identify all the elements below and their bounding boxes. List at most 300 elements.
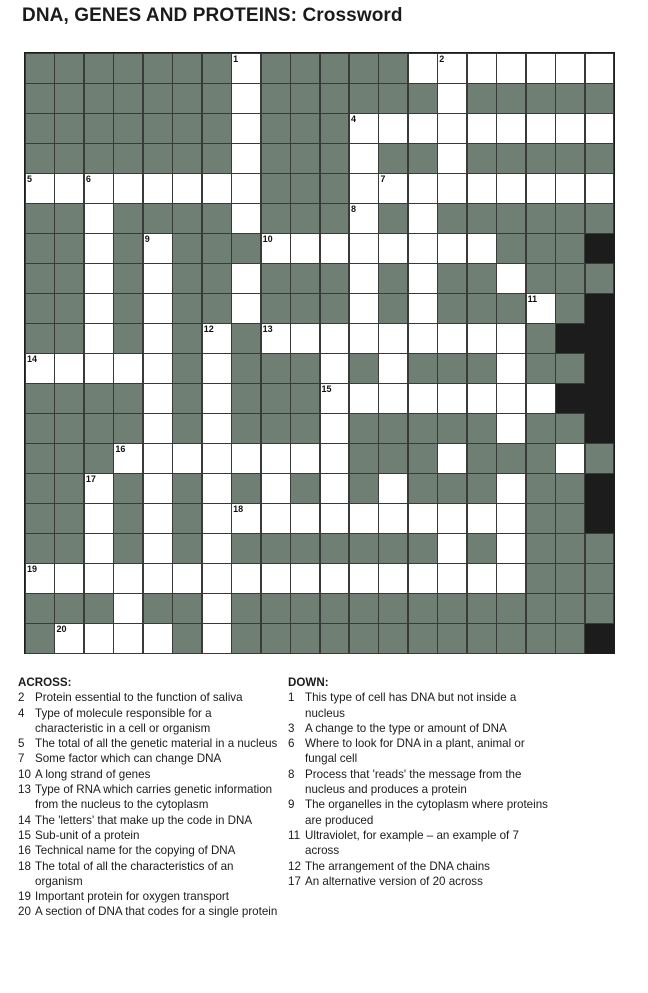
grid-cell-block	[585, 263, 615, 294]
grid-cell-block	[555, 413, 585, 444]
grid-cell-open[interactable]	[526, 383, 556, 414]
clue-text: The total of all the characteristics of an organism	[35, 859, 234, 888]
grid-cell-open[interactable]	[202, 173, 232, 204]
grid-cell-block	[555, 593, 585, 624]
grid-cell-block	[526, 443, 556, 474]
grid-cell-block	[349, 443, 379, 474]
grid-cell-open[interactable]	[143, 623, 173, 654]
grid-cell-open[interactable]	[437, 83, 467, 114]
grid-cell-open[interactable]	[408, 113, 438, 144]
grid-cell-block	[467, 413, 497, 444]
grid-cell-open[interactable]	[143, 233, 173, 264]
grid-cell-open[interactable]	[320, 503, 350, 534]
grid-cell-block	[437, 413, 467, 444]
grid-cell-open[interactable]	[261, 233, 291, 264]
grid-cell-block	[113, 113, 143, 144]
grid-cell-open[interactable]	[496, 173, 526, 204]
grid-cell-open[interactable]	[143, 563, 173, 594]
grid-cell-open[interactable]	[231, 113, 261, 144]
grid-cell-block	[25, 383, 55, 414]
grid-cell-open[interactable]	[555, 113, 585, 144]
grid-cell-block	[113, 473, 143, 504]
grid-cell-block	[202, 83, 232, 114]
grid-cell-open[interactable]	[290, 563, 320, 594]
grid-cell-open[interactable]	[84, 503, 114, 534]
grid-cell-open[interactable]	[378, 473, 408, 504]
grid-cell-open[interactable]	[261, 323, 291, 354]
grid-cell-block	[290, 53, 320, 84]
grid-cell-open[interactable]	[143, 293, 173, 324]
grid-cell-open[interactable]	[143, 413, 173, 444]
clue-number: 15	[321, 384, 332, 394]
grid-cell-block	[25, 233, 55, 264]
grid-cell-open[interactable]	[378, 113, 408, 144]
grid-cell-block	[496, 623, 526, 654]
grid-cell-open[interactable]	[143, 263, 173, 294]
grid-cell-open[interactable]	[349, 503, 379, 534]
grid-cell-open[interactable]	[437, 443, 467, 474]
grid-cell-open[interactable]	[113, 353, 143, 384]
grid-cell-open[interactable]	[113, 173, 143, 204]
grid-cell-block	[555, 473, 585, 504]
grid-cell-open[interactable]	[320, 563, 350, 594]
clue-number: 7	[18, 752, 25, 766]
grid-cell-open[interactable]	[555, 173, 585, 204]
grid-cell-open[interactable]	[290, 323, 320, 354]
grid-cell-open[interactable]	[202, 623, 232, 654]
clue-text: The arrangement of the DNA chains	[305, 859, 490, 873]
grid-cell-block	[231, 383, 261, 414]
grid-cell-open[interactable]	[261, 503, 291, 534]
grid-cell-open[interactable]	[261, 473, 291, 504]
grid-cell-open[interactable]	[408, 263, 438, 294]
grid-cell-block	[25, 113, 55, 144]
clue-text: Sub-unit of a protein	[35, 828, 140, 842]
grid-cell-open[interactable]	[408, 323, 438, 354]
grid-cell-open[interactable]	[408, 233, 438, 264]
grid-cell-open[interactable]	[467, 53, 497, 84]
grid-cell-open[interactable]	[349, 263, 379, 294]
grid-cell-open[interactable]	[54, 173, 84, 204]
grid-cell-open[interactable]	[526, 113, 556, 144]
grid-cell-open[interactable]	[496, 323, 526, 354]
grid-cell-block	[113, 503, 143, 534]
grid-cell-open[interactable]	[526, 293, 556, 324]
grid-cell-block	[202, 143, 232, 174]
clue-number: 1	[233, 54, 239, 64]
grid-cell-block	[290, 383, 320, 414]
grid-cell-open[interactable]	[113, 623, 143, 654]
grid-cell-block	[349, 623, 379, 654]
grid-cell-block	[113, 263, 143, 294]
grid-cell-open[interactable]	[84, 323, 114, 354]
clue-number: 3	[288, 721, 295, 735]
grid-cell-block	[555, 83, 585, 114]
grid-cell-open[interactable]	[467, 113, 497, 144]
clue-number: 6	[85, 174, 91, 184]
grid-cell-block	[143, 143, 173, 174]
grid-cell-block	[526, 593, 556, 624]
grid-cell-open[interactable]	[378, 503, 408, 534]
clue-text: The organelles in the cytoplasm where proteins are produced	[305, 798, 548, 827]
grid-cell-block	[349, 593, 379, 624]
clue-text: Process that 'reads' the message from the nucleus and produces a protein	[305, 767, 522, 797]
grid-cell-block	[378, 533, 408, 564]
grid-cell-block	[349, 413, 379, 444]
grid-cell-open[interactable]	[231, 83, 261, 114]
grid-cell-open[interactable]	[290, 233, 320, 264]
grid-cell-block	[320, 203, 350, 234]
grid-cell-block	[408, 413, 438, 444]
grid-cell-block	[378, 623, 408, 654]
grid-cell-open[interactable]	[84, 263, 114, 294]
grid-cell-block	[172, 263, 202, 294]
grid-cell-open[interactable]	[320, 443, 350, 474]
grid-cell-open[interactable]	[349, 203, 379, 234]
grid-cell-block	[408, 83, 438, 114]
grid-cell-open[interactable]	[25, 173, 55, 204]
grid-cell-open[interactable]	[585, 53, 615, 84]
grid-cell-open[interactable]	[231, 443, 261, 474]
grid-cell-open[interactable]	[143, 443, 173, 474]
grid-cell-open[interactable]	[467, 503, 497, 534]
grid-cell-open[interactable]	[437, 233, 467, 264]
grid-cell-open[interactable]	[585, 113, 615, 144]
grid-cell-block	[54, 473, 84, 504]
clue-number: 14	[18, 813, 31, 827]
grid-cell-block	[113, 233, 143, 264]
grid-cell-block	[113, 293, 143, 324]
grid-cell-open[interactable]	[467, 233, 497, 264]
grid-cell-open[interactable]	[290, 503, 320, 534]
grid-cell-open[interactable]	[113, 443, 143, 474]
grid-cell-open[interactable]	[496, 113, 526, 144]
grid-cell-open[interactable]	[555, 53, 585, 84]
grid-cell-open[interactable]	[437, 383, 467, 414]
grid-cell-block	[172, 353, 202, 384]
grid-cell-block	[290, 413, 320, 444]
clue-number: 17	[288, 874, 301, 888]
grid-cell-block	[84, 83, 114, 114]
grid-cell-open[interactable]	[408, 203, 438, 234]
grid-cell-open[interactable]	[378, 383, 408, 414]
grid-cell-block	[555, 503, 585, 534]
grid-cell-open[interactable]	[113, 593, 143, 624]
grid-cell-open[interactable]	[320, 413, 350, 444]
grid-cell-open[interactable]	[437, 113, 467, 144]
grid-cell-open[interactable]	[25, 353, 55, 384]
grid-cell-open[interactable]	[349, 173, 379, 204]
grid-cell-block	[408, 623, 438, 654]
grid-cell-block	[526, 503, 556, 534]
grid-cell-open[interactable]	[25, 563, 55, 594]
grid-cell-open[interactable]	[408, 563, 438, 594]
grid-cell-open[interactable]	[202, 503, 232, 534]
clue-number: 4	[350, 114, 356, 124]
clue-number: 5	[27, 174, 33, 184]
clue-text: Some factor which can change DNA	[35, 752, 222, 766]
grid-cell-open[interactable]	[320, 473, 350, 504]
grid-cell-block	[231, 233, 261, 264]
across-clue	[18, 904, 278, 919]
grid-cell-open[interactable]	[349, 323, 379, 354]
grid-cell-open[interactable]	[437, 323, 467, 354]
grid-cell-open[interactable]	[202, 563, 232, 594]
grid-cell-open[interactable]	[143, 323, 173, 354]
grid-cell-block	[290, 533, 320, 564]
grid-cell-block	[261, 53, 291, 84]
grid-cell-open[interactable]	[231, 143, 261, 174]
grid-cell-block	[320, 173, 350, 204]
grid-cell-block	[172, 233, 202, 264]
grid-cell-open[interactable]	[143, 173, 173, 204]
grid-cell-open[interactable]	[437, 143, 467, 174]
grid-cell-open[interactable]	[585, 173, 615, 204]
grid-cell-block	[54, 53, 84, 84]
grid-cell-open[interactable]	[54, 353, 84, 384]
grid-cell-open[interactable]	[231, 53, 261, 84]
grid-cell-open[interactable]	[172, 173, 202, 204]
grid-cell-open[interactable]	[202, 323, 232, 354]
grid-cell-block	[526, 83, 556, 114]
grid-cell-open[interactable]	[172, 563, 202, 594]
grid-cell-open[interactable]	[526, 53, 556, 84]
down-clue	[288, 767, 548, 798]
grid-cell-open[interactable]	[290, 443, 320, 474]
grid-cell-block	[113, 83, 143, 114]
grid-cell-block	[143, 53, 173, 84]
grid-cell-open[interactable]	[202, 593, 232, 624]
grid-cell-open[interactable]	[496, 503, 526, 534]
grid-cell-open[interactable]	[231, 173, 261, 204]
grid-cell-open[interactable]	[526, 173, 556, 204]
clue-number: 14	[27, 354, 38, 364]
grid-cell-open[interactable]	[378, 353, 408, 384]
grid-cell-block	[54, 323, 84, 354]
grid-cell-block	[290, 623, 320, 654]
grid-cell-block	[320, 83, 350, 114]
grid-cell-open[interactable]	[437, 173, 467, 204]
grid-cell-open[interactable]	[349, 383, 379, 414]
grid-cell-open[interactable]	[320, 233, 350, 264]
grid-cell-open[interactable]	[143, 473, 173, 504]
grid-cell-block	[113, 323, 143, 354]
grid-cell-open[interactable]	[555, 443, 585, 474]
grid-cell-open[interactable]	[172, 443, 202, 474]
grid-cell-block	[84, 53, 114, 84]
grid-cell-open[interactable]	[143, 533, 173, 564]
grid-cell-block	[467, 443, 497, 474]
grid-cell-open[interactable]	[408, 173, 438, 204]
grid-cell-open[interactable]	[231, 203, 261, 234]
grid-cell-block	[408, 593, 438, 624]
grid-cell-open[interactable]	[467, 563, 497, 594]
grid-cell-block	[378, 293, 408, 324]
grid-cell-block	[261, 593, 291, 624]
grid-cell-block	[378, 413, 408, 444]
clue-text: This type of cell has DNA but not inside a nucleus	[305, 691, 517, 720]
grid-cell-open[interactable]	[84, 533, 114, 564]
grid-cell-open[interactable]	[349, 233, 379, 264]
grid-cell-open[interactable]	[496, 413, 526, 444]
grid-cell-block	[25, 533, 55, 564]
clue-number: 11	[527, 294, 538, 304]
grid-cell-block	[172, 623, 202, 654]
grid-cell-open[interactable]	[231, 263, 261, 294]
grid-cell-open[interactable]	[349, 563, 379, 594]
grid-cell-open[interactable]	[408, 293, 438, 324]
grid-cell-open[interactable]	[54, 563, 84, 594]
grid-cell-open[interactable]	[84, 353, 114, 384]
grid-cell-block	[54, 293, 84, 324]
grid-cell-block	[202, 233, 232, 264]
grid-cell-block	[54, 593, 84, 624]
grid-cell-block	[261, 113, 291, 144]
grid-cell-open[interactable]	[143, 353, 173, 384]
grid-cell-block	[290, 593, 320, 624]
across-clue	[18, 843, 278, 858]
grid-cell-open[interactable]	[54, 623, 84, 654]
grid-cell-open[interactable]	[202, 533, 232, 564]
grid-cell-open[interactable]	[496, 353, 526, 384]
grid-cell-block	[585, 203, 615, 234]
grid-cell-open[interactable]	[202, 443, 232, 474]
grid-cell-open[interactable]	[202, 473, 232, 504]
grid-cell-block	[555, 263, 585, 294]
grid-cell-open[interactable]	[202, 353, 232, 384]
grid-cell-open[interactable]	[437, 533, 467, 564]
grid-cell-block	[143, 83, 173, 114]
grid-cell-open[interactable]	[378, 233, 408, 264]
clue-number: 12	[288, 859, 301, 873]
grid-cell-block	[320, 293, 350, 324]
grid-cell-open[interactable]	[437, 53, 467, 84]
grid-cell-block	[555, 353, 585, 384]
grid-cell-open[interactable]	[84, 293, 114, 324]
grid-cell-open[interactable]	[84, 623, 114, 654]
grid-cell-open[interactable]	[349, 143, 379, 174]
across-clue	[18, 889, 278, 904]
grid-cell-block	[378, 83, 408, 114]
grid-cell-open[interactable]	[84, 563, 114, 594]
grid-cell-open[interactable]	[408, 503, 438, 534]
across-clue	[18, 690, 278, 705]
grid-cell-block	[25, 473, 55, 504]
grid-cell-open[interactable]	[320, 323, 350, 354]
grid-cell-open[interactable]	[349, 113, 379, 144]
grid-cell-open[interactable]	[467, 383, 497, 414]
grid-cell-block	[467, 593, 497, 624]
grid-cell-block	[25, 443, 55, 474]
grid-cell-open[interactable]	[378, 173, 408, 204]
grid-cell-open[interactable]	[84, 203, 114, 234]
grid-cell-open[interactable]	[496, 53, 526, 84]
down-clues	[288, 675, 548, 889]
across-clue-list	[18, 690, 278, 919]
grid-cell-block	[496, 443, 526, 474]
grid-cell-block	[585, 143, 615, 174]
across-clue	[18, 828, 278, 843]
grid-cell-block	[408, 143, 438, 174]
clue-number: 16	[115, 444, 126, 454]
grid-cell-open[interactable]	[408, 53, 438, 84]
clue-number: 9	[144, 234, 150, 244]
grid-cell-block	[290, 83, 320, 114]
grid-cell-block	[261, 293, 291, 324]
grid-cell-block	[113, 53, 143, 84]
grid-cell-open[interactable]	[408, 383, 438, 414]
grid-cell-open[interactable]	[378, 563, 408, 594]
grid-cell-open[interactable]	[349, 293, 379, 324]
crossword-grid	[24, 52, 615, 654]
grid-cell-open[interactable]	[378, 323, 408, 354]
across-clue	[18, 813, 278, 828]
grid-cell-open[interactable]	[231, 293, 261, 324]
across-heading: ACROSS:	[18, 676, 72, 689]
grid-cell-open[interactable]	[231, 563, 261, 594]
grid-cell-open[interactable]	[84, 173, 114, 204]
grid-cell-block	[25, 83, 55, 114]
grid-cell-block	[25, 143, 55, 174]
grid-cell-block	[54, 383, 84, 414]
grid-cell-open[interactable]	[231, 503, 261, 534]
grid-cell-block	[261, 533, 291, 564]
clue-number: 2	[18, 691, 25, 705]
grid-cell-open[interactable]	[496, 473, 526, 504]
grid-cell-open[interactable]	[84, 233, 114, 264]
grid-cell-open[interactable]	[437, 503, 467, 534]
grid-cell-block	[526, 563, 556, 594]
clue-text: An alternative version of 20 across	[305, 874, 483, 888]
grid-cell-block	[202, 53, 232, 84]
grid-cell-block	[84, 143, 114, 174]
grid-cell-open[interactable]	[496, 263, 526, 294]
grid-cell-block	[526, 353, 556, 384]
clue-number: 1	[288, 691, 295, 705]
page-title: DNA, GENES AND PROTEINS: Crossword	[22, 5, 403, 26]
grid-cell-open[interactable]	[320, 353, 350, 384]
grid-cell-open[interactable]	[437, 563, 467, 594]
down-clue	[288, 690, 548, 721]
grid-cell-open[interactable]	[496, 533, 526, 564]
grid-cell-open[interactable]	[143, 383, 173, 414]
grid-cell-block	[437, 203, 467, 234]
grid-cell-block	[408, 473, 438, 504]
grid-cell-open[interactable]	[261, 563, 291, 594]
grid-cell-block	[437, 353, 467, 384]
grid-cell-block	[555, 563, 585, 594]
grid-cell-open[interactable]	[202, 413, 232, 444]
grid-cell-open[interactable]	[202, 383, 232, 414]
grid-cell-block	[84, 113, 114, 144]
grid-cell-block	[54, 233, 84, 264]
clue-number: 20	[18, 905, 31, 919]
clue-number: 5	[18, 737, 25, 751]
grid-cell-open[interactable]	[467, 323, 497, 354]
grid-cell-open[interactable]	[496, 563, 526, 594]
grid-cell-block	[526, 533, 556, 564]
grid-cell-block	[25, 593, 55, 624]
grid-cell-open[interactable]	[467, 173, 497, 204]
grid-cell-block	[172, 413, 202, 444]
grid-cell-open[interactable]	[261, 443, 291, 474]
grid-cell-open[interactable]	[84, 473, 114, 504]
grid-cell-open[interactable]	[320, 383, 350, 414]
grid-cell-open[interactable]	[143, 503, 173, 534]
grid-cell-block	[320, 53, 350, 84]
grid-cell-open[interactable]	[496, 383, 526, 414]
grid-cell-open[interactable]	[113, 563, 143, 594]
